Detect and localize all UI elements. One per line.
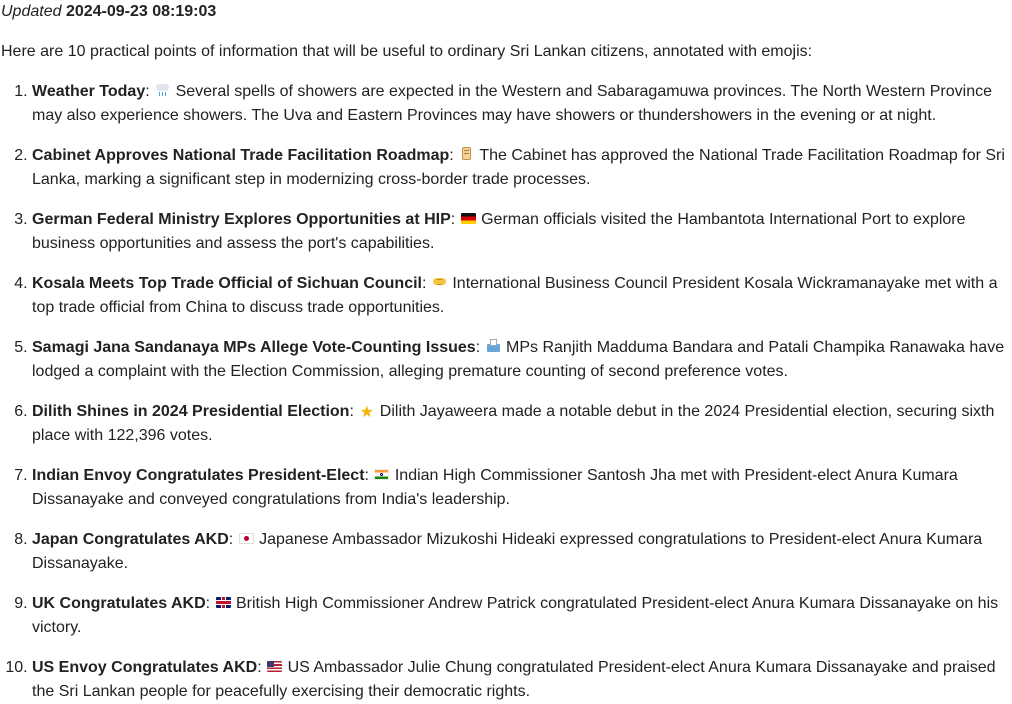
list-item: 2. Cabinet Approves National Trade Facilitation Roadmap: The Cabinet has approved the National Trade Facilitation Roadmap for Sri Lanka, marking a significant step in modernizing cross-border trade processes. xyxy=(32,144,1012,192)
item-headline: UK Congratulates AKD xyxy=(32,595,206,612)
item-text: Dilith Jayaweera made a notable debut in the 2024 Presidential election, securing sixth place with 122,396 votes. xyxy=(32,403,995,444)
star-icon: ★ xyxy=(359,404,374,421)
item-text: International Business Council President Kosala Wickramanayake met with a top trade official from China to discuss trade opportunities. xyxy=(32,275,998,316)
uk-flag-icon xyxy=(216,597,231,608)
india-flag-icon xyxy=(374,469,389,480)
item-text: Japanese Ambassador Mizukoshi Hideaki expressed congratulations to President-elect Anura Kumara Dissanayake. xyxy=(32,531,983,572)
germany-flag-icon xyxy=(461,213,476,224)
us-flag-icon xyxy=(267,661,282,672)
list-item: 6. Dilith Shines in 2024 Presidential Election: ★ Dilith Jayaweera made a notable debut in the 2024 Presidential election, securing sixth place with 122,396 votes. xyxy=(32,400,1012,448)
updated-line xyxy=(1,0,1012,24)
intro-paragraph: Here are 10 practical points of information that will be useful to ordinary Sri Lankan citizens, annotated with emojis: xyxy=(1,43,813,60)
cloud-rain-icon xyxy=(155,82,170,97)
list-item: 7. Indian Envoy Congratulates President-Elect: Indian High Commissioner Santosh Jha met with President-elect Anura Kumara Dissanayake and conveyed congratulations from India's leadership. xyxy=(32,464,1012,512)
item-headline: Indian Envoy Congratulates President-Elect xyxy=(32,467,365,484)
item-text: German officials visited the Hambantota International Port to explore business opportunities and assess the port's capabilities. xyxy=(32,211,966,252)
item-headline: Cabinet Approves National Trade Facilitation Roadmap xyxy=(32,147,450,164)
item-text: Indian High Commissioner Santosh Jha met with President-elect Anura Kumara Dissanayake and conveyed congratulations from India's leadership. xyxy=(32,467,958,508)
scroll-icon xyxy=(459,146,474,161)
item-text: British High Commissioner Andrew Patrick congratulated President-elect Anura Kumara Dissanayake on his victory. xyxy=(32,595,999,636)
list-item: 4. Kosala Meets Top Trade Official of Sichuan Council: International Business Council President Kosala Wickramanayake met with a top trade official from China to discuss trade opportunities. xyxy=(32,272,1012,320)
list-item: 5. Samagi Jana Sandanaya MPs Allege Vote-Counting Issues: MPs Ranjith Madduma Bandara and Patali Champika Ranawaka have lodged a complaint with the Election Commission, alleging premature counting of second preference votes. xyxy=(32,336,1012,384)
ballot-box-icon xyxy=(486,338,501,353)
list-item: 1. Weather Today: Several spells of showers are expected in the Western and Sabaragamuwa provinces. The North Western Province may also experience showers. The Uva and Eastern Provinces may have showers or thundershowers in the evening or at night. xyxy=(32,80,1012,128)
handshake-icon xyxy=(432,274,447,289)
news-list xyxy=(1,80,1012,704)
item-text: Several spells of showers are expected in the Western and Sabaragamuwa provinces. The North Western Province may also experience showers. The Uva and Eastern Provinces may have showers or thundershowers in the evening or at night. xyxy=(32,83,992,124)
list-item: 8. Japan Congratulates AKD: Japanese Ambassador Mizukoshi Hideaki expressed congratulations to President-elect Anura Kumara Dissanayake. xyxy=(32,528,1012,576)
item-headline: Japan Congratulates AKD xyxy=(32,531,229,548)
list-item: 10. US Envoy Congratulates AKD: US Ambassador Julie Chung congratulated President-elect Anura Kumara Dissanayake and praised the Sri Lankan people for peacefully exercising their democratic rights. xyxy=(32,656,1012,704)
item-text: MPs Ranjith Madduma Bandara and Patali Champika Ranawaka have lodged a complaint with the Election Commission, alleging premature counting of second preference votes. xyxy=(32,339,1005,380)
item-text: The Cabinet has approved the National Trade Facilitation Roadmap for Sri Lanka, marking a significant step in modernizing cross-border trade processes. xyxy=(32,147,1005,188)
list-item: 3. German Federal Ministry Explores Opportunities at HIP: German officials visited the Hambantota International Port to explore business opportunities and assess the port's capabilities. xyxy=(32,208,1012,256)
updated-label: Updated xyxy=(1,3,62,20)
item-headline: Samagi Jana Sandanaya MPs Allege Vote-Counting Issues xyxy=(32,339,476,356)
list-item: 9. UK Congratulates AKD: British High Commissioner Andrew Patrick congratulated President-elect Anura Kumara Dissanayake on his victory. xyxy=(32,592,1012,640)
item-headline: US Envoy Congratulates AKD xyxy=(32,659,258,676)
item-headline: Weather Today xyxy=(32,83,146,100)
item-headline: German Federal Ministry Explores Opportunities at HIP xyxy=(32,211,451,228)
japan-flag-icon xyxy=(239,533,254,544)
item-headline: Kosala Meets Top Trade Official of Sichuan Council xyxy=(32,275,422,292)
item-text: US Ambassador Julie Chung congratulated President-elect Anura Kumara Dissanayake and praised the Sri Lankan people for peacefully exercising their democratic rights. xyxy=(32,659,996,700)
updated-timestamp: 2024-09-23 08:19:03 xyxy=(65,3,217,20)
item-headline: Dilith Shines in 2024 Presidential Election xyxy=(32,403,350,420)
